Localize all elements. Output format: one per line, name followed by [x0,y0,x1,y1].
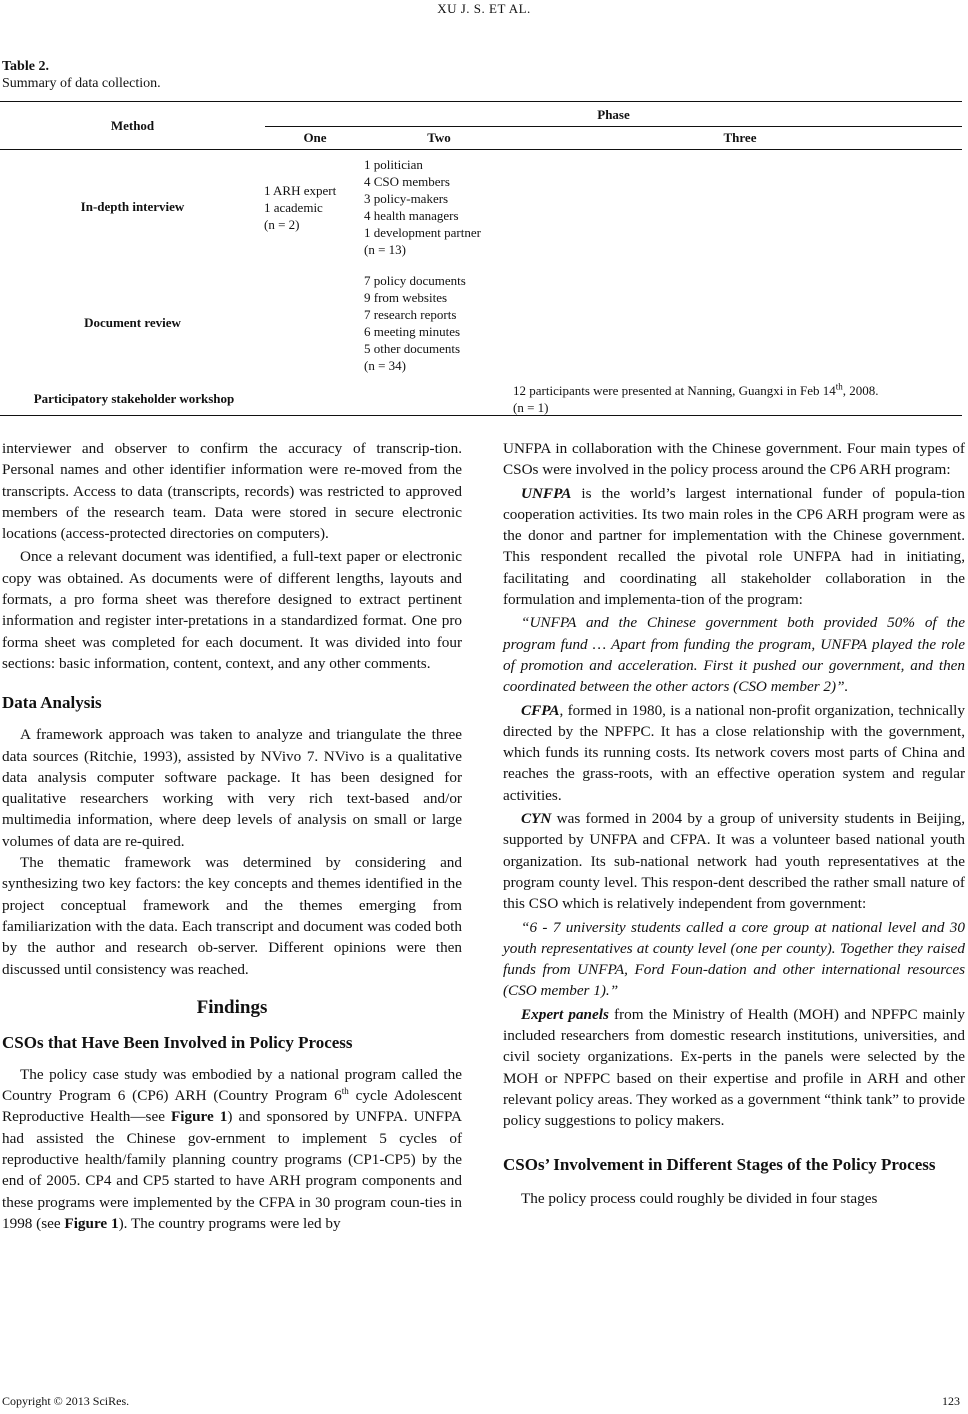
paragraph [503,1004,965,1132]
cell-line: 7 policy documents [364,273,466,288]
section-heading-findings: Findings [196,996,268,1018]
paragraph [2,1064,462,1234]
interview-phase-one [264,182,336,233]
table-phase-rule [265,126,962,127]
paragraph: Once a relevant document was identified, a full-text paper or electronic copy was obtained. As documents were of different lengths, layouts and formats, a pro forma sheet was therefore designed to extract pertinent information and register inter-pretations in a standardized format. One pro forma sheet was completed for each document. It was divided into four sections: basic information, content, context, and any other comments. [2,548,462,672]
running-header: XU J. S. ET AL. [437,1,531,16]
superscript: th [835,381,843,392]
cell-line: 4 health managers [364,208,459,223]
cell-line: 6 meeting minutes [364,324,461,339]
document-phase-two [364,272,466,374]
cell-line: 3 policy-makers [364,191,449,206]
table-label: Table 2. [2,59,49,74]
term: UNFPA [521,484,572,502]
quote: “6 - 7 university students called a core group at national level and 30 youth representatives at county level (one per county). Together they raised funds from UNFPA, Ford Foun-dation and other international resources (CSO member 1).” [503,918,965,1000]
cell-line: (n = 34) [364,358,406,373]
right-column [503,438,965,1209]
figure-reference[interactable]: Figure 1 [64,1214,119,1232]
table-caption [2,58,161,92]
text: is the world’s largest international funder of popula-tion cooperation activities. Its two main roles in the CP6 ARH program were as the donor and partner for implementation with the Chinese government. This respondent recalled the pivotal role UNFPA had in initiating, facilitating and coordinating all stakeholder collaboration in the formulation and implementa-tion of the program: [503,484,965,609]
phase-three-header: Three [723,130,757,145]
cell-line: 1 academic [264,200,323,215]
cell-line: 7 research reports [364,307,457,322]
section-heading-data-analysis: Data Analysis [2,693,102,713]
text: ) and sponsored by UNFPA. UNFPA had assisted the Chinese gov-ernment to implement 5 cycles of reproductive health/family planning country programs (CP1-CP5) by the end of 2005. CP4 and CP5 started to have ARH program components and these programs were implemented by the CFPA in 30 program coun-ties in 1998 (see [2,1108,462,1232]
cell-line: (n = 13) [364,242,406,257]
copyright: Copyright © 2013 SciRes. [2,1394,130,1408]
text: cycle Adolescent Reproductive Health—see [2,1087,462,1126]
phase-header: Phase [597,107,630,122]
cell-line: 4 CSO members [364,174,450,189]
text: ). The country programs were led by [118,1214,341,1232]
text: from the Ministry of Health (MOH) and NPFPC mainly included researchers from domestic research institutions, universities, and civil society organizations. Ex-perts in the panels were selected by the MOH or NPFPC based on their expertise and profile in ARH and other relevant policy areas. They worked as a government “think tank” to provide policy suggestions to policy makers. [503,1005,965,1130]
text: was formed in 2004 by a group of university students in Beijing, supported by UNFPA and CFPA. It was a volunteer based national youth organization. Its sub-national network had youth representatives at the program county level. This respon-dent described the rather small nature of this CSO which is relatively independent from government: [503,810,965,913]
cell-line: (n = 1) [513,400,549,415]
phase-two-header: Two [427,130,451,145]
text: The policy case study was embodied by a national program called the Country Program 6 (CP6) ARH (Country Program 6 [2,1065,462,1105]
quote: “UNFPA and the Chinese government both provided 50% of the program fund … Apart from funding the program, UNFPA played the role of promotion and acceleration. First it pushed our government, and then coordinated between the other actors (CSO member 2)”. [503,614,965,696]
cell-line: 1 politician [364,157,423,172]
cell-text: 12 participants were presented at Nanning, Guangxi in Feb 14 [513,383,836,398]
text: , formed in 1980, is a national non-profit organization, technically directed by the NPFPC. It has a close relationship with the government, which funds its running costs. Its network covers most parts of China and reaches the grass-roots, with an effective operation system and regular activities. [503,701,965,804]
subsection-heading-csos: CSOs that Have Been Involved in Policy Process [2,1032,353,1052]
cell-line [513,382,879,399]
workshop-phase-three [513,382,879,416]
cell-line: 5 other documents [364,341,461,356]
paragraph: The thematic framework was determined by considering and synthesizing two key factors: the key concepts and themes identified in the project conceptual framework and the themes emerging from familiarization with the data. Each transcript and document was coded both by the author and research ob-server. Different opinions were then discussed until consistency was reached. [2,854,462,978]
left-column [2,438,462,1234]
paragraph: UNFPA in collaboration with the Chinese government. Four main types of CSOs were involved in the policy process around the CP6 ARH program: [503,440,965,479]
method-header: Method [110,118,155,133]
table-caption-text: Summary of data collection. [2,76,161,91]
cell-line: 9 from websites [364,290,448,305]
table-top-rule [0,101,962,102]
term: CFPA [521,701,560,719]
row-label-document-review: Document review [84,315,181,330]
table-header-rule [0,149,962,150]
cell-line: 1 ARH expert [264,183,337,198]
row-label-interview: In-depth interview [80,199,185,214]
page-number: 123 [942,1394,960,1408]
interview-phase-two [364,156,481,258]
paragraph: A framework approach was taken to analyze and triangulate the three data sources (Ritchie, 1993), assisted by NVivo 7. NVivo is a qualitative data analysis computer software package. It has been designed for qualitative researchers working with very rich text-based and/or multimedia information, where deep levels of analysis on small or large volumes of data are re-quired. [2,726,462,850]
phase-one-header: One [303,130,327,145]
paragraph [503,700,965,806]
term: CYN [521,810,552,828]
paragraph: interviewer and observer to confirm the accuracy of transcrip-tion. Personal names and other identifier information were re-moved from the transcripts. Access to data (transcripts, records) was restricted to approved members of the research team. Data were stored in secure electronic locations (access-protected directories on computers). [2,440,462,543]
cell-line: (n = 2) [264,217,300,232]
superscript: th [341,1086,349,1097]
figure-reference[interactable]: Figure 1 [170,1108,228,1126]
paragraph: The policy process could roughly be divided in four stages [521,1189,878,1207]
subsection-heading-stages: CSOs’ Involvement in Different Stages of the Policy Process [503,1154,936,1174]
paragraph [503,483,965,611]
row-label-workshop: Participatory stakeholder workshop [33,391,235,406]
paragraph [503,808,965,914]
cell-line: 1 development partner [364,225,481,240]
term: Expert panels [521,1005,609,1023]
cell-text: , 2008. [842,383,879,398]
